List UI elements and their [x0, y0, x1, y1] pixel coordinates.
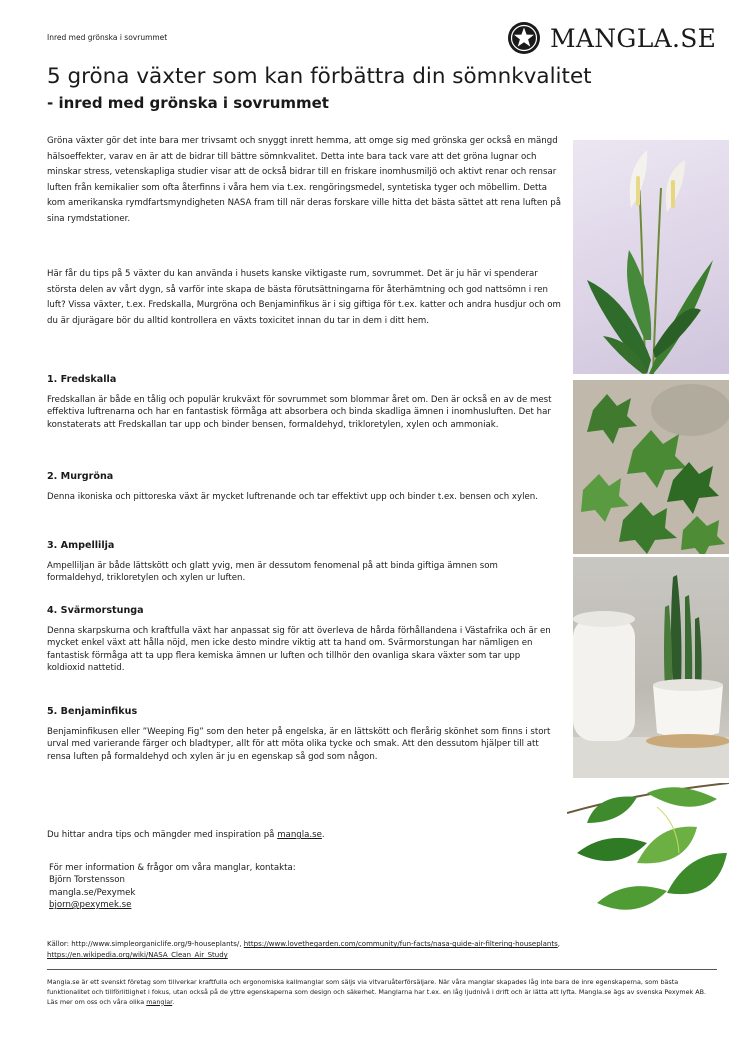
section-heading: 3. Ampellilja	[47, 540, 115, 551]
more-info-end: .	[321, 830, 325, 840]
contact-intro: För mer information & frågor om våra manglar, kontakta:	[49, 863, 296, 873]
intro-paragraph-2: Här får du tips på 5 växter du kan använda i husets kanske viktigaste rum, sovrummet. Det är ju här vi spenderar största delen av vårt dygn, så varför inte skapa de bästa förutsättningarna för återhämtning och god nattsömn i ren luft? Vissa växter, t.ex. Fredskalla, Murgröna och Benjaminfikus är i sig giftiga för t.ex. katter och andra husdjur och om du är djurägare bör du alltid kontrollera en växts toxicitet innan du tar in dem i ditt hem.	[47, 269, 561, 326]
contact-name: Björn Torstensson	[49, 875, 125, 886]
section-text: Denna ikoniska och pittoreska växt är mycket luftrenande och tar effektivt upp och binder t.ex. bensen och xylen.	[47, 492, 538, 502]
logo-text: MANGLA.SE	[550, 23, 717, 53]
section-murgrona	[47, 471, 557, 503]
page-title: 5 gröna växter som kan förbättra din sömnkvalitet	[47, 64, 592, 89]
contact-company: mangla.se/Pexymek	[49, 887, 136, 898]
page-subtitle: - inred med grönska i sovrummet	[47, 94, 329, 112]
section-text: Denna skarpskurna och kraftfulla växt har anpassat sig för att överleva de hårda förhållandena i Västafrika och är en mycket enkel växt att hålla nöjd, men icke desto mindre viktig att ta hand om. Svärmorstungan har nämligen en fantastisk förmåga att ta upp flera kemiska ämnen ur luften och tillhör den ovanliga skara växter som tar upp koldioxid nattetid.	[47, 626, 551, 674]
snake-plant-photo	[573, 557, 729, 778]
source-link-lovethegarden[interactable]: https://www.lovethegarden.com/community/fun-facts/nasa-guide-air-filtering-houseplants	[243, 940, 558, 948]
star-badge-icon	[508, 22, 540, 54]
section-heading: 1. Fredskalla	[47, 374, 117, 385]
contact-email-link[interactable]: bjorn@pexymek.se	[49, 899, 132, 910]
section-heading: 2. Murgröna	[47, 471, 114, 482]
section-text: Ampelliljan är både lättskött och glatt yvig, men är dessutom fenomenal på att binda giftiga ämnen som formaldehyd, trikloretylen och xylen ur luften.	[47, 561, 498, 584]
section-svarmorstunga	[47, 605, 557, 675]
section-fredskalla	[47, 374, 557, 431]
sources-separator: ,	[557, 940, 560, 948]
section-ampellilja	[47, 540, 557, 585]
intro-paragraph-1: Gröna växter gör det inte bara mer trivsamt och snyggt inrett hemma, att omge sig med grönska ger också en mängd hälsoeffekter, varav en är att de bidrar till bättre sömnkvalitet. Detta inte bara tack vare att det gröna lugnar och minskar stress, vetenskapliga studier visar att de också bidrar till en friskare inomhusmiljö och aktivt renar och rensar luften från kemikalier som ofta återfinns i våra hem via t.ex. rengöringsmedel, syntetiska tyger och möbellim. Detta kom amerikanska rymdfartsmyndigheten NASA fram till när deras forskare ville hitta det bästa sättet att rena luften på sina rymdstationer.	[47, 136, 562, 224]
more-info-line	[47, 830, 325, 840]
header-kicker: Inred med grönska i sovrummet	[47, 33, 168, 42]
ivy-photo	[573, 380, 729, 554]
section-heading: 5. Benjaminfikus	[47, 706, 138, 717]
sources	[47, 939, 707, 961]
section-text: Fredskallan är både en tålig och populär krukväxt för sovrummet som blommar året om. Den är också en av de mest effektiva luftrenarna och har en fantastisk förmåga att absorbera och binda skadliga ämnen i inomhusluften. Det har konstaterats att Fredskallan tar upp och binder bensen, formaldehyd, trikloretylen, xylen och ammoniak.	[47, 395, 552, 430]
peace-lily-photo	[573, 140, 729, 374]
footer-end: .	[172, 997, 175, 1006]
section-benjaminfikus	[47, 706, 557, 763]
footer-divider	[47, 969, 717, 970]
logo[interactable]	[508, 22, 716, 54]
footer-text: Mangla.se är ett svenskt företag som tillverkar kraftfulla och ergonomiska kallmanglar som säljs via vitvaruåterförsäljare. När våra manglar skapades låg inte bara de inre egenskaperna, som bästa funktionalitet och tillförlitlighet i fokus, utan också på de yttre egenskaperna som design och säkerhet. Manglarna har t.ex. en låg ljudnivå i drift och är lätta att lyfta. Mangla.se ägs av svenska Pexymek AB. Läs mer om oss och våra olika	[47, 978, 707, 1006]
weeping-fig-photo	[567, 783, 729, 924]
more-info-text: Du hittar andra tips och mängder med inspiration på	[47, 830, 278, 840]
source-link-wikipedia[interactable]: https://en.wikipedia.org/wiki/NASA_Clean_Air_Study	[47, 951, 228, 959]
contact-block	[49, 862, 296, 911]
source-plain: http://www.simpleorganiclife.org/9-houseplants/,	[71, 940, 244, 948]
footer	[47, 978, 717, 1007]
mangla-link[interactable]: mangla.se	[277, 830, 322, 840]
sources-label: Källor:	[47, 940, 72, 948]
footer-manglar-link[interactable]: manglar	[146, 997, 173, 1006]
section-text: Benjaminfikusen eller ”Weeping Fig” som den heter på engelska, är en lättskött och flerårig skönhet som finns i stort urval med varierande färger och bladtyper, allt för att möta olika tycke och smak. Att den dessutom hjälper till att rensa luften på formaldehyd och xylen är ju en egenskap så god som någon.	[47, 727, 551, 762]
section-heading: 4. Svärmorstunga	[47, 605, 144, 616]
